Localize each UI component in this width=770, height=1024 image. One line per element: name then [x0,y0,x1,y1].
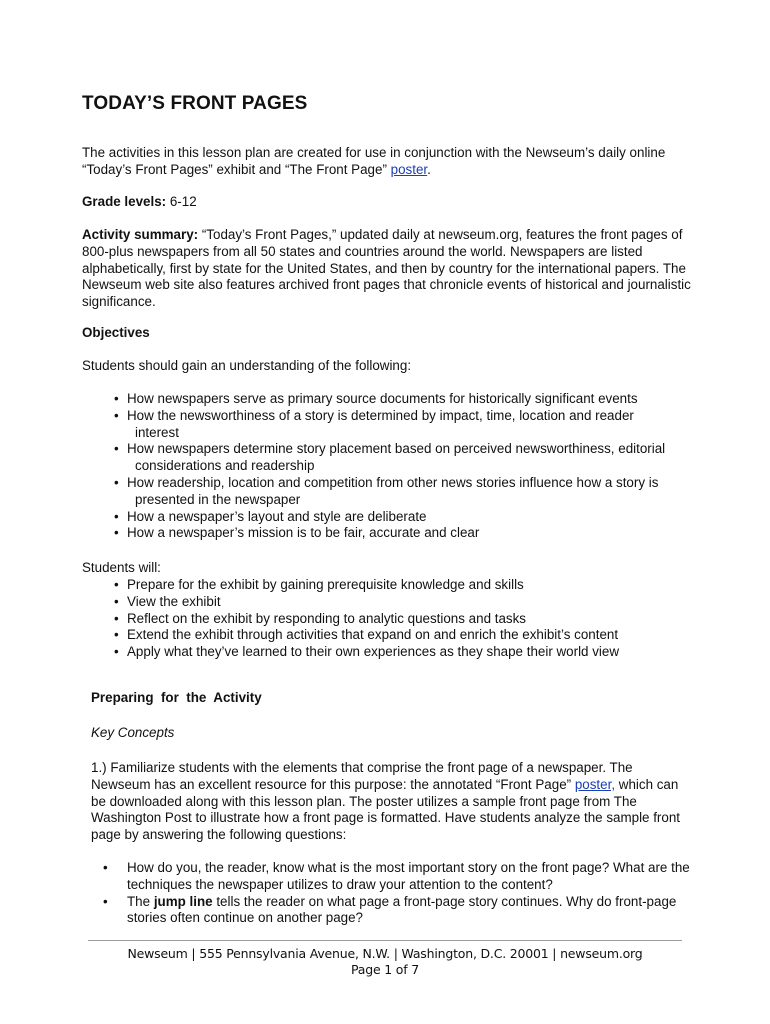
list-item-text: How a newspaper’s layout and style are deliberate [127,508,427,524]
poster-link[interactable]: poster [390,161,428,177]
poster-link[interactable]: poster, [574,776,616,792]
summary-label: Activity summary: [82,227,199,242]
bullet-icon: • [114,474,119,490]
list-item-text-continued: tells the reader on what page a front-page story continues. Why do front-page stories often continue on another page? [127,893,677,926]
list-item-continuation: considerations and readership [135,458,315,474]
list-item [114,509,694,526]
objectives-list [114,391,694,542]
jump-line-term: jump line [153,893,213,909]
list-item-text: How readership, location and competition from other news stories influence how a story is [127,474,659,490]
list-item-text: How newspapers determine story placement based on perceived newsworthiness, editorial [127,441,666,457]
objectives-heading: Objectives [82,325,150,340]
list-item [114,525,694,542]
preparing-heading: Preparing for the Activity [91,690,262,705]
preparing-paragraph [91,760,691,844]
students-will-lead: Students will: [82,560,161,575]
bullet-icon: • [114,508,119,524]
list-item-text: Reflect on the exhibit by responding to analytic questions and tasks [127,610,526,626]
list-item-text: View the exhibit [127,593,221,609]
bullet-icon: • [114,577,119,592]
bullet-icon: • [114,441,119,457]
list-item [114,627,694,644]
bullet-icon: • [114,593,119,609]
intro-text: The activities in this lesson plan are created for use in conjunction with the Newseum’s daily online “Today’s Front Pages” exhibit and “The Front Page” [82,145,666,177]
grade-value: 6-12 [169,194,197,209]
list-item [114,594,694,611]
list-item-text: How the newsworthiness of a story is determined by impact, time, location and reader [127,407,634,423]
summary-text: “Today’s Front Pages,” updated daily at newseum.org, features the front pages of 800-plus newspapers from all 50 states and countries around the world. Newspapers are listed alphabetically, first by state for the United States, and then by country for the international papers. The Newseum web site also features archived front pages that chronicle events of historical and journalistic significance. [82,227,691,310]
intro-paragraph [82,145,702,179]
list-item-continuation: presented in the newspaper [135,491,301,507]
list-item [114,408,694,442]
objectives-lead: Students should gain an understanding of the following: [82,358,412,373]
list-item-text: Apply what they’ve learned to their own experiences as they shape their world view [127,644,620,660]
list-item-text: How newspapers serve as primary source documents for historically significant events [127,391,638,406]
preparing-text-continued: which can be downloaded along with this lesson plan. The poster utilizes a sample front page from The Washington Post to illustrate how a front page is formatted. Have students analyze the sample front page by answering the following questions: [91,776,681,843]
page-title: TODAY’S FRONT PAGES [82,93,308,114]
list-item [103,894,693,928]
bullet-icon: • [103,893,108,909]
bullet-icon: • [114,407,119,423]
footer-address: Newseum | 555 Pennsylvania Avenue, N.W. | Washington, D.C. 20001 | newseum.org [127,946,643,961]
students-will-list [114,577,694,661]
list-item-text: Extend the exhibit through activities that expand on and enrich the exhibit’s content [127,627,619,643]
list-item-continuation: interest [135,424,179,440]
list-item [114,441,694,475]
questions-list [103,860,693,927]
list-item-text: The [127,893,151,909]
bullet-icon: • [114,525,119,541]
list-item [114,644,694,661]
activity-summary [82,227,702,311]
bullet-icon: • [103,860,108,875]
footer-divider [88,940,682,941]
intro-end: . [427,161,431,177]
list-item-text: Prepare for the exhibit by gaining prerequisite knowledge and skills [127,577,524,592]
bullet-icon: • [114,644,119,660]
list-item-text: How a newspaper’s mission is to be fair, accurate and clear [127,525,480,541]
preparing-text: 1.) Familiarize students with the elements that comprise the front page of a newspaper. The Newseum has an excellent resource for this purpose: the annotated “Front Page” [91,760,633,792]
bullet-icon: • [114,610,119,626]
grade-levels [82,194,702,211]
footer-page-number: Page 1 of 7 [351,962,419,977]
list-item-text: How do you, the reader, know what is the most important story on the front page? What are the techniques the newspaper utilizes to draw your attention to the content? [127,860,690,892]
list-item [114,577,694,594]
key-concepts-subheading: Key Concepts [91,725,175,740]
list-item [114,611,694,628]
list-item [114,391,694,408]
grade-label: Grade levels: [82,194,167,209]
list-item [103,860,693,894]
list-item [114,475,694,509]
bullet-icon: • [114,627,119,643]
bullet-icon: • [114,391,119,406]
